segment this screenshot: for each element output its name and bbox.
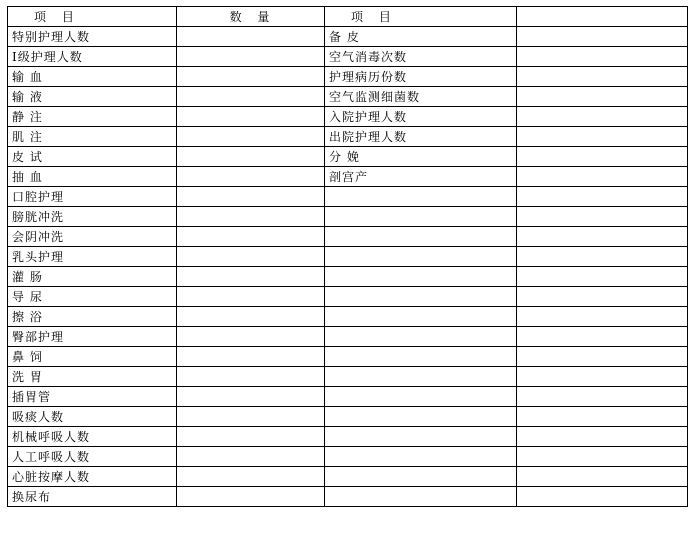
nursing-workload-form xyxy=(7,6,687,507)
table-row xyxy=(8,127,688,147)
item-label-left: 输 血 xyxy=(8,67,177,87)
table-row xyxy=(8,327,688,347)
quantity-cell-right[interactable] xyxy=(517,447,688,467)
quantity-cell-left[interactable] xyxy=(177,287,325,307)
quantity-cell-right[interactable] xyxy=(517,127,688,147)
table-row xyxy=(8,27,688,47)
table-row xyxy=(8,207,688,227)
item-label-left: 机械呼吸人数 xyxy=(8,427,177,447)
quantity-cell-left[interactable] xyxy=(177,147,325,167)
item-label-left: 抽 血 xyxy=(8,167,177,187)
item-label-right xyxy=(325,207,517,227)
table-row xyxy=(8,227,688,247)
table-row xyxy=(8,107,688,127)
item-label-left: 乳头护理 xyxy=(8,247,177,267)
item-label-right: 入院护理人数 xyxy=(325,107,517,127)
quantity-cell-right[interactable] xyxy=(517,167,688,187)
table-row xyxy=(8,367,688,387)
header-item-right: 项 目 xyxy=(325,7,517,27)
table-row xyxy=(8,67,688,87)
item-label-left: 洗 胃 xyxy=(8,367,177,387)
quantity-cell-left[interactable] xyxy=(177,367,325,387)
quantity-cell-right[interactable] xyxy=(517,467,688,487)
quantity-cell-right[interactable] xyxy=(517,47,688,67)
item-label-left: 口腔护理 xyxy=(8,187,177,207)
quantity-cell-right[interactable] xyxy=(517,287,688,307)
quantity-cell-right[interactable] xyxy=(517,427,688,447)
item-label-left: 吸痰人数 xyxy=(8,407,177,427)
item-label-right xyxy=(325,387,517,407)
quantity-cell-right[interactable] xyxy=(517,307,688,327)
table-body xyxy=(8,27,688,507)
quantity-cell-right[interactable] xyxy=(517,27,688,47)
table-row xyxy=(8,407,688,427)
quantity-cell-right[interactable] xyxy=(517,387,688,407)
quantity-cell-right[interactable] xyxy=(517,327,688,347)
item-label-right xyxy=(325,347,517,367)
quantity-cell-left[interactable] xyxy=(177,47,325,67)
quantity-cell-left[interactable] xyxy=(177,187,325,207)
quantity-cell-right[interactable] xyxy=(517,367,688,387)
item-label-right: 备 皮 xyxy=(325,27,517,47)
item-label-left: 输 液 xyxy=(8,87,177,107)
table-row xyxy=(8,287,688,307)
table-row xyxy=(8,467,688,487)
table-row xyxy=(8,347,688,367)
quantity-cell-left[interactable] xyxy=(177,127,325,147)
quantity-cell-right[interactable] xyxy=(517,187,688,207)
table-row xyxy=(8,307,688,327)
table-row xyxy=(8,167,688,187)
quantity-cell-left[interactable] xyxy=(177,27,325,47)
item-label-right: 剖宫产 xyxy=(325,167,517,187)
item-label-right xyxy=(325,447,517,467)
quantity-cell-left[interactable] xyxy=(177,167,325,187)
quantity-cell-right[interactable] xyxy=(517,347,688,367)
header-item-left: 项 目 xyxy=(8,7,177,27)
quantity-cell-left[interactable] xyxy=(177,267,325,287)
quantity-cell-left[interactable] xyxy=(177,207,325,227)
table-row xyxy=(8,147,688,167)
workload-table xyxy=(7,6,688,507)
quantity-cell-left[interactable] xyxy=(177,247,325,267)
item-label-right: 出院护理人数 xyxy=(325,127,517,147)
quantity-cell-right[interactable] xyxy=(517,487,688,507)
item-label-right: 空气消毒次数 xyxy=(325,47,517,67)
item-label-right xyxy=(325,187,517,207)
quantity-cell-left[interactable] xyxy=(177,107,325,127)
item-label-left: 鼻 饲 xyxy=(8,347,177,367)
item-label-right: 护理病历份数 xyxy=(325,67,517,87)
item-label-right xyxy=(325,307,517,327)
item-label-left: 特别护理人数 xyxy=(8,27,177,47)
item-label-left: 臀部护理 xyxy=(8,327,177,347)
item-label-left: 导 尿 xyxy=(8,287,177,307)
quantity-cell-right[interactable] xyxy=(517,107,688,127)
item-label-right xyxy=(325,287,517,307)
quantity-cell-right[interactable] xyxy=(517,267,688,287)
table-row xyxy=(8,387,688,407)
item-label-left: 换尿布 xyxy=(8,487,177,507)
quantity-cell-right[interactable] xyxy=(517,247,688,267)
quantity-cell-left[interactable] xyxy=(177,447,325,467)
item-label-left: 膀胱冲洗 xyxy=(8,207,177,227)
item-label-left: Ⅰ级护理人数 xyxy=(8,47,177,67)
item-label-right: 空气监测细菌数 xyxy=(325,87,517,107)
quantity-cell-right[interactable] xyxy=(517,87,688,107)
table-row xyxy=(8,267,688,287)
table-row xyxy=(8,47,688,67)
item-label-left: 插胃管 xyxy=(8,387,177,407)
quantity-cell-left[interactable] xyxy=(177,87,325,107)
item-label-left: 心脏按摩人数 xyxy=(8,467,177,487)
quantity-cell-left[interactable] xyxy=(177,327,325,347)
quantity-cell-left[interactable] xyxy=(177,347,325,367)
item-label-right xyxy=(325,427,517,447)
table-row xyxy=(8,247,688,267)
item-label-right: 分 娩 xyxy=(325,147,517,167)
item-label-left: 静 注 xyxy=(8,107,177,127)
table-row xyxy=(8,87,688,107)
item-label-left: 擦 浴 xyxy=(8,307,177,327)
quantity-cell-right[interactable] xyxy=(517,207,688,227)
item-label-left: 灌 肠 xyxy=(8,267,177,287)
item-label-right xyxy=(325,267,517,287)
quantity-cell-left[interactable] xyxy=(177,67,325,87)
quantity-cell-left[interactable] xyxy=(177,487,325,507)
item-label-right xyxy=(325,487,517,507)
quantity-cell-left[interactable] xyxy=(177,307,325,327)
table-row xyxy=(8,487,688,507)
item-label-right xyxy=(325,407,517,427)
table-row xyxy=(8,427,688,447)
header-quantity-right xyxy=(517,7,688,27)
header-quantity-left: 数 量 xyxy=(177,7,325,27)
item-label-right xyxy=(325,367,517,387)
item-label-right xyxy=(325,467,517,487)
item-label-left: 肌 注 xyxy=(8,127,177,147)
item-label-right xyxy=(325,227,517,247)
item-label-right xyxy=(325,327,517,347)
table-row xyxy=(8,447,688,467)
quantity-cell-left[interactable] xyxy=(177,227,325,247)
item-label-left: 人工呼吸人数 xyxy=(8,447,177,467)
quantity-cell-right[interactable] xyxy=(517,407,688,427)
table-row xyxy=(8,187,688,207)
table-header-row xyxy=(8,7,688,27)
quantity-cell-left[interactable] xyxy=(177,467,325,487)
quantity-cell-right[interactable] xyxy=(517,227,688,247)
item-label-left: 会阴冲洗 xyxy=(8,227,177,247)
item-label-right xyxy=(325,247,517,267)
item-label-left: 皮 试 xyxy=(8,147,177,167)
quantity-cell-left[interactable] xyxy=(177,427,325,447)
quantity-cell-right[interactable] xyxy=(517,147,688,167)
quantity-cell-left[interactable] xyxy=(177,387,325,407)
quantity-cell-left[interactable] xyxy=(177,407,325,427)
quantity-cell-right[interactable] xyxy=(517,67,688,87)
